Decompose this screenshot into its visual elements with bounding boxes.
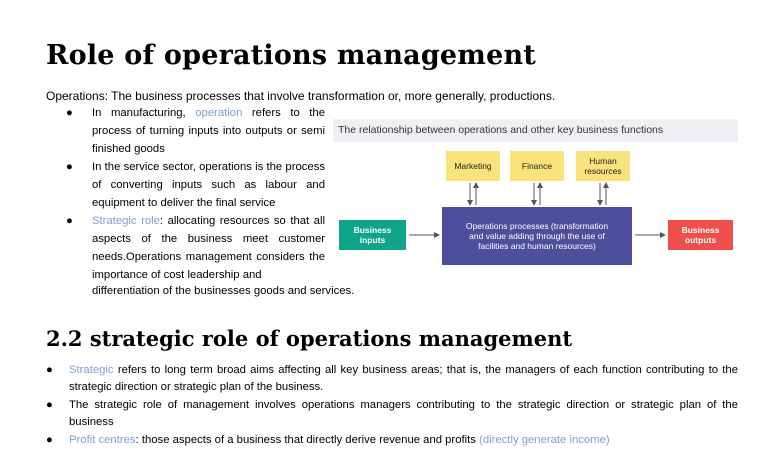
bullet-glyph: ● <box>66 107 73 119</box>
highlight-term: operation <box>195 107 243 119</box>
bullet-continuation: differentiation of the businesses goods and services. <box>92 285 355 297</box>
bullet-text: : allocating resources so that all aspects of the business meet customer needs.Operations management considers the importance of cost leadership and <box>92 215 325 281</box>
section-heading: 2.2 strategic role of operations management <box>46 326 573 351</box>
bullet-glyph: ● <box>66 161 73 173</box>
bullet-glyph: ● <box>46 434 53 446</box>
list-item <box>46 362 738 396</box>
list-item <box>66 212 325 284</box>
bullet-glyph: ● <box>46 399 53 411</box>
page-title: Role of operations management <box>46 40 536 71</box>
bullet-text: The strategic role of management involves operations managers contributing to the strategic direction or strategic plan of the business <box>69 399 738 428</box>
list-item <box>46 397 738 431</box>
highlight-term: Profit centres <box>69 434 136 446</box>
bullet-text: : those aspects of a business that directly derive revenue and profits <box>135 434 480 446</box>
highlight-term: Strategic role <box>92 215 160 227</box>
operations-diagram <box>333 119 738 267</box>
list-item <box>66 158 325 212</box>
bullet-glyph: ● <box>66 215 73 227</box>
bullet-text: In manufacturing, <box>92 107 196 119</box>
bullet-text: refers to the process of turning inputs into outputs or semi finished goods <box>92 107 325 155</box>
operations-processes-box: Operations processes (transformation and value adding through the use of facilities and human resources) <box>442 207 632 265</box>
list-item <box>66 104 325 158</box>
marketing-box: Marketing <box>446 151 500 181</box>
bullet-text: In the service sector, operations is the process of converting inputs such as labour and equipment to deliver the final service <box>92 161 325 209</box>
business-inputs-box: Business inputs <box>339 220 406 250</box>
finance-box: Finance <box>510 151 564 181</box>
highlight-term: Strategic <box>69 364 114 376</box>
role-bullet-list <box>66 104 325 284</box>
business-outputs-box: Business outputs <box>668 220 733 250</box>
operations-definition: Operations: The business processes that involve transformation or, more generally, productions. <box>46 89 556 103</box>
human-resources-box: Human resources <box>576 151 630 181</box>
strategic-bullet-list <box>46 362 738 450</box>
bullet-text: refers to long term broad aims affecting all key business areas; that is, the managers of each function contributing to the strategic direction or strategic plan of the business. <box>69 364 738 393</box>
diagram-arrows <box>333 119 738 267</box>
diagram-title: The relationship between operations and other key business functions <box>333 119 738 142</box>
bullet-glyph: ● <box>46 364 53 376</box>
highlight-term: (directly generate income) <box>479 434 610 446</box>
